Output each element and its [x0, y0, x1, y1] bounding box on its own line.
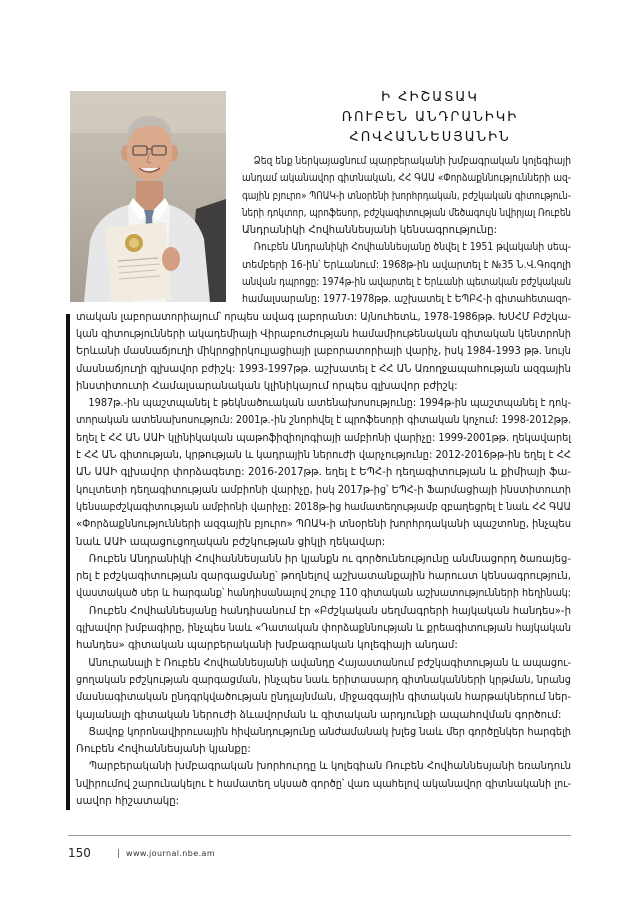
body-text-line: 1987թ.-ին պաշտպանել է թեկնածուական ատենախոսությունը: 1994թ-ին պաշտպանել է դոկ- [88, 398, 571, 410]
body-text-line: Անուրանալի է Ռուբեն Հովհաննեսյանի ավանդը Հայաստանում բժշկագիտության և ապացու- [88, 657, 571, 669]
body-text-line: է ՀՀ ԱՆ գիտության, կրթության և կադրային ներուժի վարչությունը: 2012-2016թթ-ին եղել է ՀՀ [76, 450, 571, 462]
paragraph [76, 758, 571, 810]
body-text-line: տական լաբորատորիայում՝ որպես ավագ լաբորանտ: Այնուհետև, 1978-1986թթ. ԽՍՀՄ Բժշկա- [76, 311, 571, 323]
paragraph [76, 551, 571, 603]
body-text-line: Ռուբեն Անդրանիկի Հովհաննեսյանն իր կյանքն ու գործունեությունը անմնացորդ ծառայեց- [88, 553, 571, 565]
paragraph [76, 239, 571, 395]
body-text-line: համալսարանը: 1977-1978թթ. աշխատել է ԵՊԲՀ-ի գիտահետազո- [242, 294, 571, 306]
body-text-line: անվան դպրոցը: 1974թ-ին ավարտել է Երևանի պետական բժշկական [242, 277, 571, 289]
body-text-line: գային բյուրո» ՊՈԱԿ-ի տնօրենի խորհրդական, բժշկական գիտություն- [242, 190, 571, 202]
body-text-line: տորական ատենախոսություն: 2001թ.-ին շնորհվել է պրոֆեսորի գիտական կոչում: 1998-2012թթ. [76, 415, 571, 427]
paragraph [76, 655, 571, 724]
footer-divider [68, 835, 571, 836]
paragraph [76, 153, 571, 239]
body-text-line: րել է բժշկագիտության զարգացմանը՝ թողնելով աշխատանքային հարուստ կենսագրություն, [76, 571, 571, 583]
body-text-line: գլխավոր խմբագիրը, ինչպես նաև «Դատական փորձաքննության և քրեագիտության հայկական [76, 623, 571, 635]
body-text-line: նվիրումով շարունակելու է համատեղ սկսած գործը՝ վառ պահելով ականավոր գիտնականի լու- [76, 778, 571, 790]
article-title [330, 88, 530, 148]
title-line: ՌՈՒԲԵՆ ԱՆԴՐԱՆԻԿԻ [341, 110, 519, 125]
body-text-line: Ռուբեն Հովհաննեսյանը հանդիսանում էր «Բժշկական սեղմագրերի հայկական հանդես»-ի [88, 605, 571, 617]
journal-url: www.journal.nbe.am [126, 849, 216, 858]
body-text-line: կենսաբժշկագիտության ամբիոնի վարիչը: 2018թ-ից համատեղությամբ զբաղեցրել է նաև ՀՀ ԳԱԱ [76, 501, 571, 513]
body-text-line: վաստակած սեր և հարգանք՝ հանդիսանալով շուրջ 110 գիտական աշխատությունների հեղինակ: [76, 588, 571, 600]
body-text-line: հանդես» գիտական պարբերականի խմբագրական կոլեգիայի անդամ: [76, 640, 458, 652]
body-text-line: ների դոկտոր, պրոֆեսոր, բժշկագիտության մեծագույն նվիրյալ Ռուբեն [242, 207, 571, 219]
title-line: Ի ՀԻՇԱՏԱԿ [381, 90, 479, 105]
body-text-line: ինստիտուտի Համալսարանական կլինիկայում որպես գլխավոր բժիշկ: [76, 380, 458, 392]
body-text-line: ցողական բժշկության զարգացման, ինչպես նաև երիտասարդ գիտնականների կրթման, նրանց [76, 674, 571, 686]
body-text-line: Պարբերականի խմբագրական խորհուրդը և կոլեգիան Ռուբեն Հովհաննեսյանի եռանդուն [88, 761, 572, 773]
title-line: ՀՈՎՀԱՆՆԵՍՅԱՆԻՆ [349, 130, 511, 145]
paragraph [76, 603, 571, 655]
body-text-line: «Փորձաքննությունների ազգային բյուրո» ՊՈԱԿ-ի տնօրենի խորհրդականի պաշտոնը, ինչպես [76, 519, 571, 531]
body-text-line: սավոր հիշատակը: [76, 795, 180, 807]
paragraph [76, 724, 571, 759]
body-text-line: ԱՆ ԱԱԻ գլխավոր փորձագետը: 2016-2017թթ. եղել է ԵՊՀ-ի դեղագիտության և քիմիայի ֆա- [76, 467, 571, 479]
body-text-line: կայանալի գիտական ներուժի ձևավորման և գիտական արդյունքի ապահովման գործում: [76, 709, 562, 721]
decorative-side-bar [66, 314, 70, 810]
body-text-line: անդամ ականավոր գիտնական, ՀՀ ԳԱԱ «Փորձաքննությունների ազ- [242, 173, 571, 185]
article-body [76, 153, 571, 810]
body-text-line: Երևանի մասնաճյուղի միկրոցիրկուլյացիայի լաբորատորիայի վարիչ, իսկ 1984-1993 թթ. նույն [76, 346, 571, 358]
body-text-line: մասնաճյուղի գլխավոր բժիշկ: 1993-1997թթ. աշխատել է ՀՀ ԱՆ Առողջապահության ազգային [76, 363, 571, 375]
body-text-line: Ռուբեն Անդրանիկի Հովհաննեսյանը ծնվել է 1951 թվականի սեպ- [253, 242, 571, 254]
body-text-line: Ռուբեն Հովհաննեսյանի կյանքը: [76, 744, 251, 756]
body-text-line: կուլտետի դեղագիտության ամբիոնի վարիչը, իսկ 2017թ-ից՝ ԵՊՀ-ի Ֆարմացիայի ինստիտուտի [76, 484, 571, 496]
footer-separator: | [117, 849, 121, 859]
body-text-line: Ձեզ ենք ներկայացնում պարբերականի խմբագրական կոլեգիայի [253, 156, 572, 167]
body-text-line: Անդրանիկի Հովհաննեսյանի կենսագրությունը: [242, 225, 498, 237]
page-number: 150 [68, 846, 91, 860]
body-text-line: մասնագիտական ընդգրկվածության ընդլայնման, միջազգային գիտական հարթակներում ներ- [76, 692, 571, 704]
paragraph [76, 395, 571, 551]
body-text-line: տեմբերի 16-ին՝ Երևանում: 1968թ-ին ավարտել է №35 Ն.Վ.Գոգոլի [242, 259, 571, 271]
body-text-line: Ցավոք կորոնավիրուսային հիվանդությունը անժամանակ խլեց նաև մեր գործընկեր հարգելի [88, 726, 571, 738]
body-text-line: եղել է ՀՀ ԱՆ ԱԱԻ կլինիկական պաթոֆիզիոլոգիայի ամբիոնի վարիչը: 1999-2001թթ. ղեկավարել [76, 432, 571, 444]
body-text-line: կան գիտությունների ակադեմիայի Վիրաբուժության համամիութենական գիտական կենտրոնի [76, 328, 571, 340]
body-text-line: նաև ԱԱԻ ապացուցողական բժշկության ցիկլի ղեկավար: [76, 536, 386, 548]
